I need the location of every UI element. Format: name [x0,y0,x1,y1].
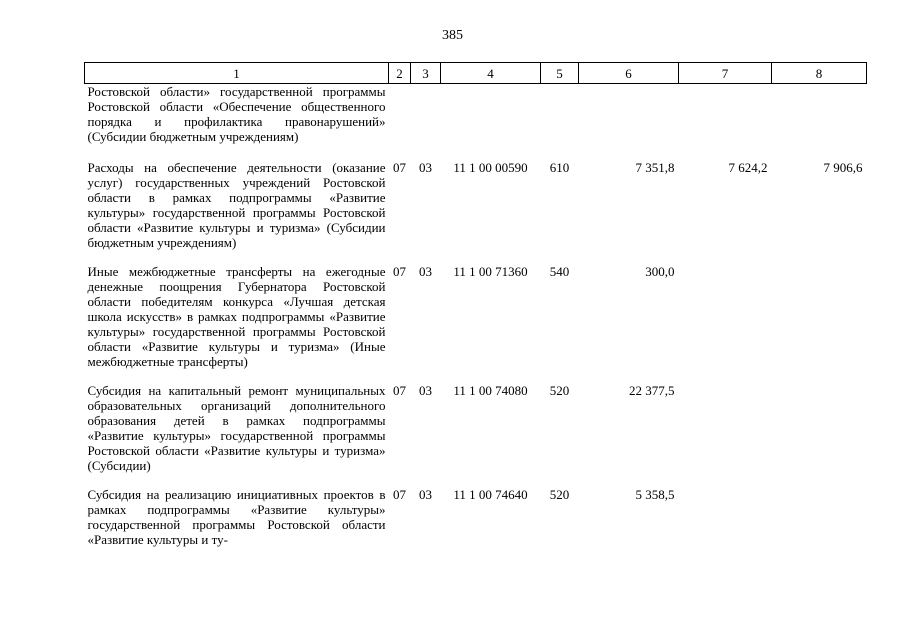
table-row [85,84,867,161]
amount-year-1: 5 358,5 [635,487,675,502]
table-row [85,160,867,264]
expense-type-code [541,84,579,161]
row-description: Субсидия на капитальный ремонт муниципальных образовательных организаций дополнительного образования детей в рамках подпрограммы «Развитие культуры» государственной программы Ростовской области «Развитие культуры и туризма» (Субсидии) [87,383,386,473]
column-header-2: 2 [389,63,411,84]
page-number: 385 [442,28,463,43]
column-header-4: 4 [441,63,541,84]
column-header-6: 6 [579,63,679,84]
row-description: Ростовской области» государственной программы Ростовской области «Обеспечение общественного порядка и профилактика правонарушений» (Субсидии бюджетным учреждениям) [87,84,386,144]
target-article-code: 11 1 00 71360 [453,264,528,279]
column-header-8: 8 [772,63,867,84]
amount-year-1: 300,0 [645,264,675,279]
subsection-code: 03 [419,160,432,175]
amount-year-3: 7 906,6 [823,160,863,175]
amount-year-2 [679,84,772,161]
amount-year-1 [579,84,679,161]
section-code: 07 [393,383,406,398]
target-article-code [441,84,541,161]
expense-type-code: 540 [549,264,570,279]
column-header-5: 5 [541,63,579,84]
header-row [85,63,867,84]
amount-year-3 [772,84,867,161]
section-code [389,84,411,161]
table-row [85,487,867,561]
target-article-code: 11 1 00 74640 [453,487,528,502]
section-code: 07 [393,264,406,279]
section-code: 07 [393,160,406,175]
table-row [85,383,867,487]
expense-type-code: 520 [549,383,570,398]
amount-year-3 [772,264,867,383]
expense-type-code: 520 [549,487,570,502]
amount-year-2: 7 624,2 [728,160,768,175]
amount-year-3 [772,487,867,561]
column-header-7: 7 [679,63,772,84]
column-header-3: 3 [411,63,441,84]
budget-table [84,62,867,561]
row-description: Расходы на обеспечение деятельности (оказание услуг) государственных учреждений Ростовской области в рамках подпрограммы «Развитие культуры» государственной программы Ростовской области «Развитие культуры и туризма» (Субсидии бюджетным учреждениям) [87,160,386,250]
subsection-code: 03 [419,383,432,398]
section-code: 07 [393,487,406,502]
target-article-code: 11 1 00 74080 [453,383,528,398]
row-description: Иные межбюджетные трансферты на ежегодные денежные поощрения Губернатора Ростовской области победителям конкурса «Лучшая детская школа искусств» в рамках подпрограммы «Развитие культуры» государственной программы Ростовской области «Развитие культуры и туризма» (Иные межбюджетные трансферты) [87,264,386,369]
amount-year-2 [679,383,772,487]
table-row [85,264,867,383]
subsection-code: 03 [419,264,432,279]
row-description: Субсидия на реализацию инициативных проектов в рамках подпрограммы «Развитие культуры» государственной программы Ростовской области «Развитие культуры и ту- [87,487,386,547]
amount-year-2 [679,487,772,561]
expense-type-code: 610 [549,160,570,175]
amount-year-1: 22 377,5 [629,383,675,398]
subsection-code [411,84,441,161]
amount-year-3 [772,383,867,487]
subsection-code: 03 [419,487,432,502]
target-article-code: 11 1 00 00590 [453,160,528,175]
column-header-1: 1 [85,63,389,84]
amount-year-2 [679,264,772,383]
amount-year-1: 7 351,8 [635,160,675,175]
